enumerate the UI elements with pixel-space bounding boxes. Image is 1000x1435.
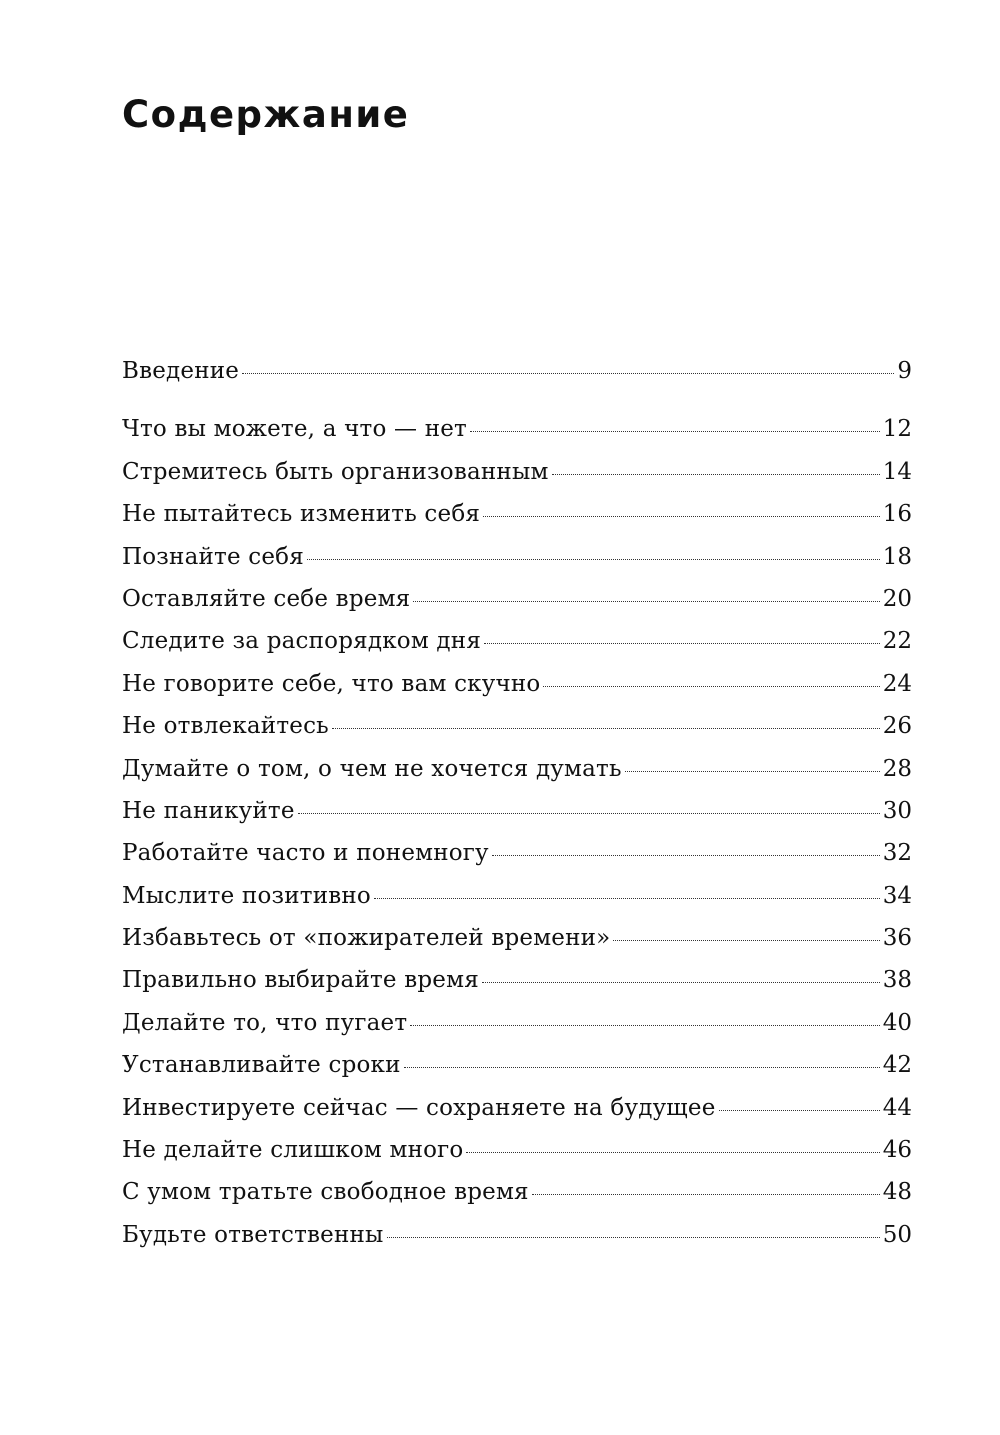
toc-entry-page-number: 9: [897, 358, 912, 384]
toc-entry[interactable]: [122, 1087, 912, 1129]
toc-entry-page-number: 14: [882, 458, 912, 485]
toc-entry-title: Устанавливайте сроки: [122, 1052, 401, 1079]
toc-entry-title: Будьте ответственны: [122, 1221, 384, 1248]
toc-entry-page-number: 22: [882, 628, 912, 655]
dot-leader: [404, 1067, 880, 1068]
dot-leader: [242, 373, 894, 374]
toc-entry-title: Стремитесь быть организованным: [122, 458, 549, 485]
toc-entry-title: Введение: [122, 358, 240, 384]
dot-leader: [387, 1237, 880, 1238]
toc-entry-title: Мыслите позитивно: [122, 882, 371, 909]
toc-entry-title: Работайте часто и понемногу: [122, 840, 489, 867]
dot-leader: [552, 474, 880, 475]
toc-entry-title: Не пытайтесь изменить себя: [122, 501, 481, 528]
toc-entry-title: Не отвлекайтесь: [122, 713, 329, 740]
dot-leader: [532, 1194, 880, 1195]
toc-entry[interactable]: [122, 1171, 912, 1213]
toc-entry[interactable]: [122, 875, 912, 917]
toc-entry[interactable]: [122, 705, 912, 747]
toc-entry-page-number: 44: [882, 1094, 912, 1121]
toc-entry-page-number: 34: [882, 882, 912, 909]
toc-entry-page-number: 50: [882, 1221, 912, 1248]
toc-entry-title: С умом тратьте свободное время: [122, 1179, 529, 1206]
toc-entry-page-number: 20: [882, 585, 912, 612]
toc-entry-title: Инвестируете сейчас — сохраняете на будущее: [122, 1094, 716, 1121]
toc-entry-title: Думайте о том, о чем не хочется думать: [122, 755, 622, 782]
toc-entry[interactable]: [122, 790, 912, 832]
dot-leader: [410, 1025, 879, 1026]
toc-entry[interactable]: [122, 959, 912, 1001]
toc-entry-page-number: 32: [882, 840, 912, 867]
toc-entry-title: Избавьтесь от «пожирателей времени»: [122, 925, 611, 952]
toc-entry[interactable]: [122, 1002, 912, 1044]
dot-leader: [719, 1110, 880, 1111]
toc-entry-page-number: 38: [882, 967, 912, 994]
toc-entry-page-number: 16: [882, 501, 912, 528]
toc-entry[interactable]: [122, 350, 912, 392]
toc-entry-title: Оставляйте себе время: [122, 585, 411, 612]
toc-entry-title: Делайте то, что пугает: [122, 1009, 408, 1036]
toc-entry-page-number: 48: [882, 1179, 912, 1206]
toc-entry-page-number: 30: [882, 797, 912, 824]
toc-entry[interactable]: [122, 663, 912, 705]
toc-entry-title: Что вы можете, а что — нет: [122, 416, 467, 443]
dot-leader: [470, 431, 880, 432]
toc-entry[interactable]: [122, 832, 912, 874]
dot-leader: [543, 686, 879, 687]
dot-leader: [484, 643, 880, 644]
toc-entry[interactable]: [122, 917, 912, 959]
dot-leader: [413, 601, 879, 602]
toc-entry[interactable]: [122, 1214, 912, 1256]
toc-entry-page-number: 42: [882, 1052, 912, 1079]
dot-leader: [307, 559, 880, 560]
dot-leader: [298, 813, 880, 814]
toc-entry[interactable]: [122, 536, 912, 578]
toc-entry[interactable]: [122, 620, 912, 662]
dot-leader: [466, 1152, 879, 1153]
toc-entry-title: Познайте себя: [122, 543, 304, 570]
toc-entry[interactable]: [122, 451, 912, 493]
toc-entry-page-number: 46: [882, 1137, 912, 1164]
dot-leader: [483, 516, 880, 517]
toc-entry-page-number: 36: [882, 925, 912, 952]
toc-entry[interactable]: [122, 1129, 912, 1171]
toc-entry-page-number: 18: [882, 543, 912, 570]
toc-entry[interactable]: [122, 493, 912, 535]
toc-entry-page-number: 26: [882, 713, 912, 740]
toc-entry-page-number: 24: [882, 670, 912, 697]
toc-entry-title: Правильно выбирайте время: [122, 967, 479, 994]
toc-entry-title: Следите за распорядком дня: [122, 628, 482, 655]
dot-leader: [374, 898, 880, 899]
toc-entry-page-number: 12: [882, 416, 912, 443]
dot-leader: [492, 855, 880, 856]
toc-entry[interactable]: [122, 1044, 912, 1086]
toc-entry-title: Не паникуйте: [122, 797, 295, 824]
toc-entry[interactable]: [122, 578, 912, 620]
toc-entry-title: Не говорите себе, что вам скучно: [122, 670, 541, 697]
table-of-contents: [122, 350, 912, 1256]
toc-entry-page-number: 28: [882, 755, 912, 782]
toc-entry[interactable]: [122, 408, 912, 450]
dot-leader: [332, 728, 880, 729]
dot-leader: [625, 771, 880, 772]
toc-entry-title: Не делайте слишком много: [122, 1137, 464, 1164]
page-title: Содержание: [122, 93, 410, 136]
toc-entry-page-number: 40: [882, 1009, 912, 1036]
dot-leader: [613, 940, 879, 941]
toc-entry[interactable]: [122, 748, 912, 790]
dot-leader: [482, 982, 880, 983]
